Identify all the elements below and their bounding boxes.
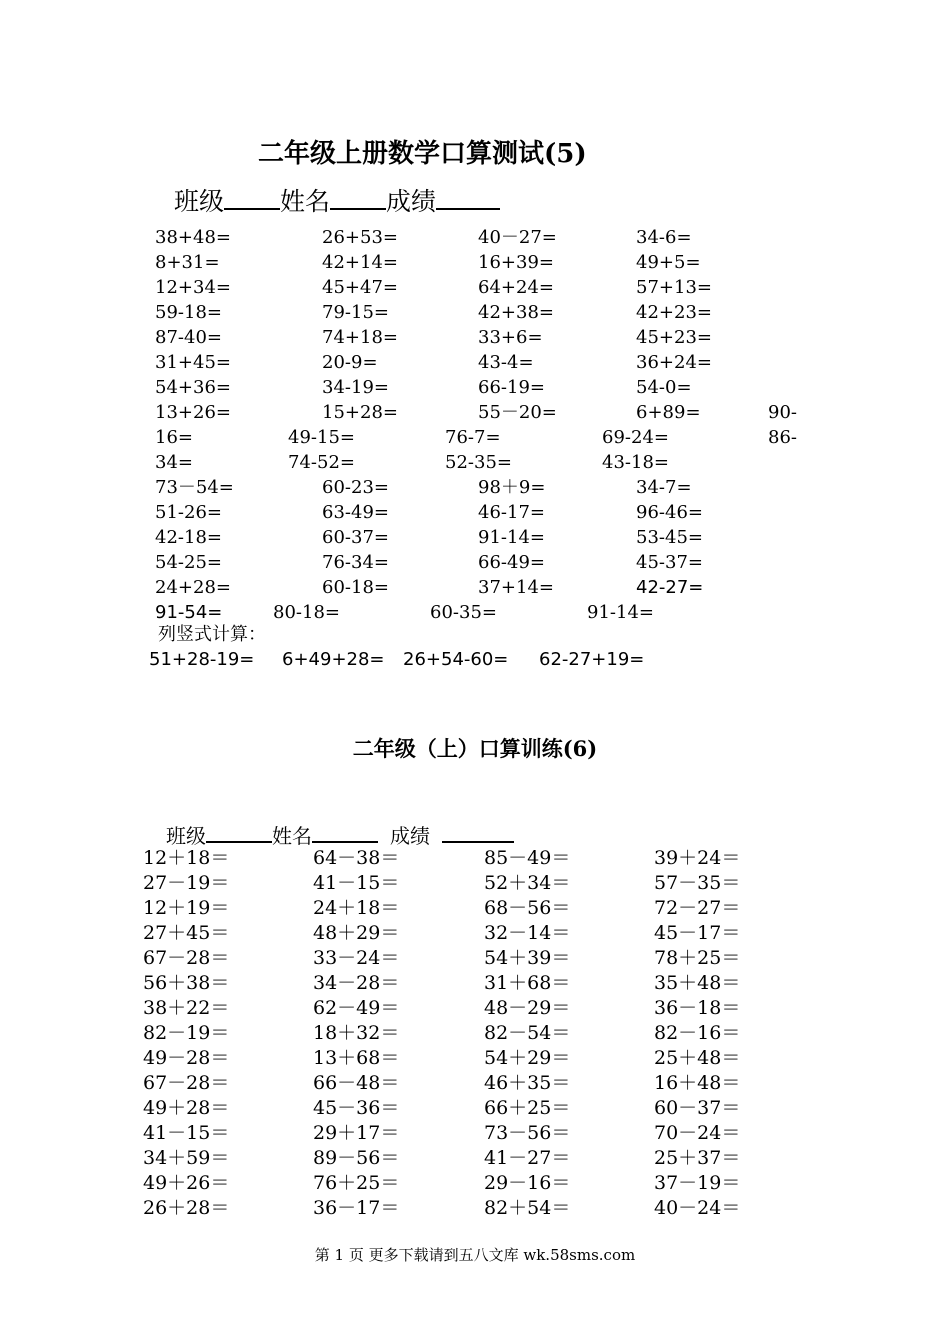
problem-row [0, 500, 950, 525]
problem-item: 25＋48＝ [654, 1047, 741, 1069]
problem-item: 40－24＝ [654, 1197, 741, 1219]
problem-item: 37－19＝ [654, 1172, 741, 1194]
problem-row [0, 846, 950, 871]
problem-item: 73－54= [155, 477, 234, 498]
problem-item: 54-25= [155, 552, 222, 573]
problem-item: 82＋54＝ [484, 1197, 571, 1219]
problem-item: 16+39= [478, 252, 554, 273]
problem-row [0, 350, 950, 375]
problem-item: 49-15= [288, 427, 355, 448]
problem-item: 34－28＝ [313, 972, 400, 994]
problem-item: 91-14= [587, 602, 654, 623]
problem-item: 31＋68＝ [484, 972, 571, 994]
problem-row [0, 325, 950, 350]
problem-item: 45+47= [322, 277, 398, 298]
problem-row [0, 1146, 950, 1171]
problem-item: 54+36= [155, 377, 231, 398]
problem-item: 12＋18＝ [143, 847, 230, 869]
problem-item: 60-35= [430, 602, 497, 623]
problem-row [0, 1071, 950, 1096]
name-label: 姓名 [280, 187, 331, 216]
problem-row [0, 550, 950, 575]
problem-item: 36－18＝ [654, 997, 741, 1019]
problem-item: 96-46= [636, 502, 703, 523]
problem-item: 34-19= [322, 377, 389, 398]
problem-item: 45-37= [636, 552, 703, 573]
problem-row [0, 996, 950, 1021]
problem-item: 38＋22＝ [143, 997, 230, 1019]
problem-row [0, 946, 950, 971]
problem-row [0, 375, 950, 400]
problem-item: 36－17＝ [313, 1197, 400, 1219]
problem-row [0, 250, 950, 275]
problem-item: 66－48＝ [313, 1072, 400, 1094]
score-blank [442, 823, 514, 843]
problem-item: 82－54＝ [484, 1022, 571, 1044]
problem-item: 6+89= [636, 402, 701, 423]
score-blank [436, 186, 500, 210]
problem-item: 63-49= [322, 502, 389, 523]
problem-item: 25＋37＝ [654, 1147, 741, 1169]
problem-item: 79-15= [322, 302, 389, 323]
problem-row [0, 871, 950, 896]
problem-item: 57－35＝ [654, 872, 741, 894]
problem-item: 36+24= [636, 352, 712, 373]
problem-item: 66＋25＝ [484, 1097, 571, 1119]
problem-item: 13+26= [155, 402, 231, 423]
problem-item: 87-40= [155, 327, 222, 348]
problem-item: 33+6= [478, 327, 543, 348]
problem-row [0, 1196, 950, 1221]
problem-item: 45－36＝ [313, 1097, 400, 1119]
test6-title: 二年级（上）口算训练(6) [352, 736, 598, 761]
problem-item: 49+5= [636, 252, 701, 273]
problem-item: 67－28＝ [143, 1072, 230, 1094]
name-label: 姓名 [272, 824, 312, 848]
class-label: 班级 [174, 187, 225, 216]
problem-item: 73－56＝ [484, 1122, 571, 1144]
problem-item: 34-7= [636, 477, 692, 498]
problem-item: 85－49＝ [484, 847, 571, 869]
problem-item: 32－14＝ [484, 922, 571, 944]
vertical-items-row [0, 647, 950, 672]
vertical-item: 62-27+19= [539, 649, 645, 670]
problem-item: 66-49= [478, 552, 545, 573]
class-label: 班级 [166, 824, 206, 848]
problem-item: 42+14= [322, 252, 398, 273]
problem-item: 64－38＝ [313, 847, 400, 869]
problem-item: 74-52= [288, 452, 355, 473]
problem-item: 49＋28＝ [143, 1097, 230, 1119]
problem-item: 43-4= [478, 352, 534, 373]
vertical-label: 列竖式计算： [158, 624, 266, 645]
problem-item: 42-27= [636, 577, 704, 598]
problem-item: 56＋38＝ [143, 972, 230, 994]
problem-row [0, 1121, 950, 1146]
problem-item: 20-9= [322, 352, 378, 373]
problem-item: 98＋9= [478, 477, 546, 498]
problem-row [0, 475, 950, 500]
problem-row [0, 425, 950, 450]
problem-row [0, 921, 950, 946]
problem-item: 53-45= [636, 527, 703, 548]
problem-item: 54＋39＝ [484, 947, 571, 969]
problem-item: 12+34= [155, 277, 231, 298]
name-blank [312, 823, 378, 843]
problem-row [0, 575, 950, 600]
test5-header [174, 182, 500, 218]
problem-item: 55－20= [478, 402, 557, 423]
problem-item: 48＋29＝ [313, 922, 400, 944]
problem-item: 74+18= [322, 327, 398, 348]
problem-item: 86- [768, 427, 797, 448]
problem-item: 39＋24＝ [654, 847, 741, 869]
problem-item: 67－28＝ [143, 947, 230, 969]
problem-item: 27－19＝ [143, 872, 230, 894]
problem-item: 78＋25＝ [654, 947, 741, 969]
problem-item: 57+13= [636, 277, 712, 298]
problem-item: 26＋28＝ [143, 1197, 230, 1219]
problem-item: 27＋45＝ [143, 922, 230, 944]
problem-row [0, 275, 950, 300]
problem-item: 60－37＝ [654, 1097, 741, 1119]
score-label: 成绩 [386, 187, 437, 216]
problem-item: 40－27= [478, 227, 557, 248]
problem-item: 60-23= [322, 477, 389, 498]
problem-item: 41－27＝ [484, 1147, 571, 1169]
vertical-item: 6+49+28= [282, 649, 385, 670]
problem-item: 42+23= [636, 302, 712, 323]
problem-item: 66-19= [478, 377, 545, 398]
problem-row [0, 225, 950, 250]
problem-item: 46-17= [478, 502, 545, 523]
problem-item: 89－56＝ [313, 1147, 400, 1169]
problem-item: 60-18= [322, 577, 389, 598]
problem-item: 16= [155, 427, 193, 448]
problem-row [0, 1171, 950, 1196]
problem-item: 76-34= [322, 552, 389, 573]
problem-item: 54＋29＝ [484, 1047, 571, 1069]
problem-item: 72－27＝ [654, 897, 741, 919]
score-label: 成绩 [390, 824, 430, 848]
test5-title: 二年级上册数学口算测试(5) [258, 139, 587, 169]
problem-item: 37+14= [478, 577, 554, 598]
problem-item: 68－56＝ [484, 897, 571, 919]
problem-item: 70－24＝ [654, 1122, 741, 1144]
problem-item: 82－19＝ [143, 1022, 230, 1044]
problem-item: 34＋59＝ [143, 1147, 230, 1169]
problem-item: 76＋25＝ [313, 1172, 400, 1194]
problem-row [0, 525, 950, 550]
problem-item: 60-37= [322, 527, 389, 548]
problem-item: 41－15＝ [313, 872, 400, 894]
problem-row [0, 450, 950, 475]
problem-item: 42-18= [155, 527, 222, 548]
problem-item: 16＋48＝ [654, 1072, 741, 1094]
problem-item: 48－29＝ [484, 997, 571, 1019]
problem-item: 26+53= [322, 227, 398, 248]
problem-item: 54-0= [636, 377, 692, 398]
problem-item: 13＋68＝ [313, 1047, 400, 1069]
problem-item: 59-18= [155, 302, 222, 323]
problem-item: 18＋32＝ [313, 1022, 400, 1044]
problem-item: 38+48= [155, 227, 231, 248]
problem-row [0, 300, 950, 325]
class-blank [224, 186, 280, 210]
problem-row [0, 1096, 950, 1121]
problem-item: 29－16＝ [484, 1172, 571, 1194]
vertical-item: 26+54-60= [403, 649, 509, 670]
problem-item: 31+45= [155, 352, 231, 373]
problem-item: 52-35= [445, 452, 512, 473]
problem-row [0, 1021, 950, 1046]
name-blank [330, 186, 386, 210]
problem-item: 43-18= [602, 452, 669, 473]
problem-row [0, 400, 950, 425]
problem-item: 42+38= [478, 302, 554, 323]
problem-item: 46＋35＝ [484, 1072, 571, 1094]
problem-item: 33－24＝ [313, 947, 400, 969]
page-footer: 第 1 页 更多下载请到五八文库 wk.58sms.com [314, 1246, 636, 1264]
problem-item: 35＋48＝ [654, 972, 741, 994]
problem-item: 91-14= [478, 527, 545, 548]
problem-item: 52＋34＝ [484, 872, 571, 894]
problem-item: 64+24= [478, 277, 554, 298]
problem-item: 45－17＝ [654, 922, 741, 944]
problem-row [0, 896, 950, 921]
problem-item: 51-26= [155, 502, 222, 523]
problem-item: 90- [768, 402, 797, 423]
problem-item: 82－16＝ [654, 1022, 741, 1044]
vertical-item: 51+28-19= [149, 649, 255, 670]
vertical-label-row [0, 622, 950, 647]
problem-item: 62－49＝ [313, 997, 400, 1019]
problem-item: 34= [155, 452, 193, 473]
problem-item: 34-6= [636, 227, 692, 248]
problem-item: 41－15＝ [143, 1122, 230, 1144]
problem-item: 69-24= [602, 427, 669, 448]
problem-item: 15+28= [322, 402, 398, 423]
test6-header [166, 820, 514, 849]
problem-item: 29＋17＝ [313, 1122, 400, 1144]
problem-item: 45+23= [636, 327, 712, 348]
problem-row [0, 1046, 950, 1071]
problem-item: 49＋26＝ [143, 1172, 230, 1194]
problem-item: 91-54= [155, 602, 223, 623]
problem-row [0, 971, 950, 996]
problem-item: 8+31= [155, 252, 220, 273]
problem-item: 12＋19＝ [143, 897, 230, 919]
problem-item: 76-7= [445, 427, 501, 448]
problem-item: 80-18= [273, 602, 340, 623]
problem-item: 24+28= [155, 577, 231, 598]
problem-item: 24＋18＝ [313, 897, 400, 919]
problem-item: 49－28＝ [143, 1047, 230, 1069]
class-blank [206, 823, 272, 843]
